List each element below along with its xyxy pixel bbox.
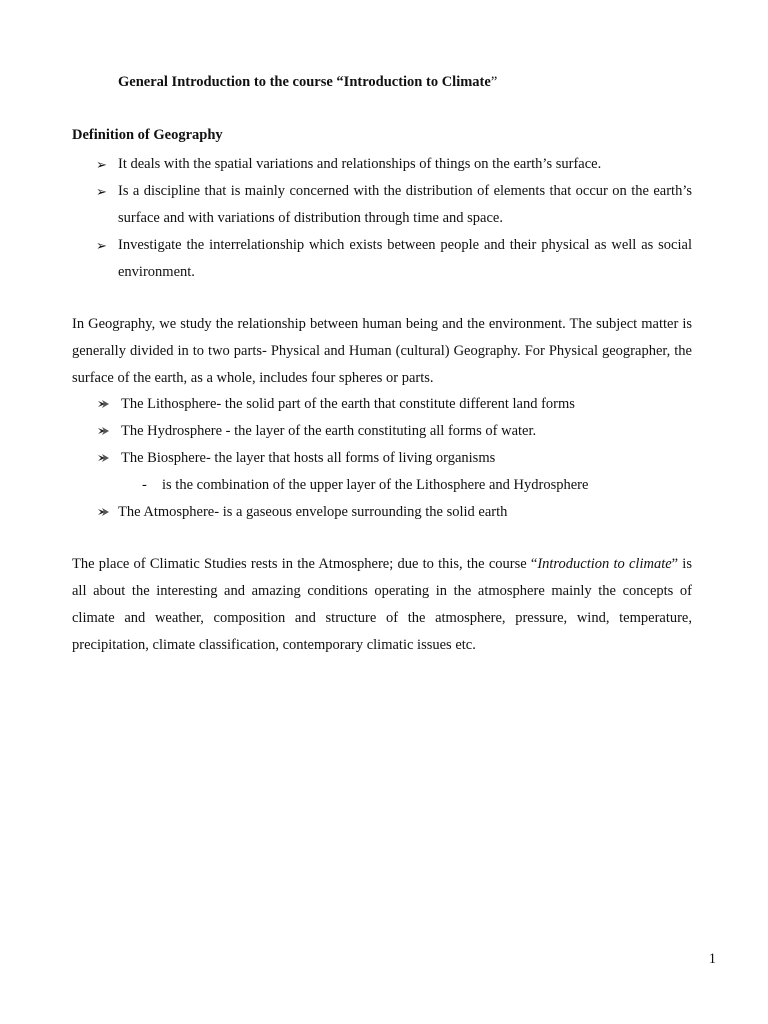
feather-arrow-bullet-icon [98, 399, 110, 409]
list-item [96, 391, 696, 418]
list-item [96, 445, 696, 472]
definition-bullet-text: Is a discipline that is mainly concerned with the distribution of elements that occur on the earth’s surface and with variations of distribution through time and space. [118, 183, 692, 226]
list-item [96, 472, 696, 499]
sphere-biosphere-text: The Biosphere- the layer that hosts all forms of living organisms [121, 450, 496, 466]
closing-paragraph [72, 551, 692, 659]
sphere-lithosphere-text: The Lithosphere- the solid part of the earth that constitute different land forms [121, 396, 575, 412]
list-item [96, 178, 692, 232]
closing-paragraph-end: ” is all about the interesting and amazing conditions operating in the atmosphere mainly the concepts of climate and weather, composition and structure of the atmosphere, pressure, wind, temperature, precipitation, climate classification, contemporary climatic issues etc. [72, 556, 692, 653]
definition-bullet-text: Investigate the interrelationship which exists between people and their physical as well as social environment. [118, 237, 692, 280]
arrowhead-bullet-icon: ➢ [96, 184, 107, 199]
closing-paragraph-start: The place of Climatic Studies rests in the Atmosphere; due to this, the course “ [72, 556, 538, 572]
arrowhead-bullet-icon: ➢ [96, 238, 107, 253]
feather-arrow-bullet-icon [98, 453, 110, 463]
definition-bullet-text: It deals with the spatial variations and relationships of things on the earth’s surface. [118, 156, 602, 172]
sphere-atmosphere-text: The Atmosphere- is a gaseous envelope surrounding the solid earth [118, 504, 508, 520]
list-item [96, 418, 696, 445]
feather-arrow-bullet-icon [98, 426, 110, 436]
arrowhead-bullet-icon: ➢ [96, 157, 107, 172]
section-heading-definition: Definition of Geography [72, 127, 223, 143]
title-main: General Introduction to the course “Introduction to Climate [118, 74, 491, 90]
title-closing-quote: ” [490, 74, 498, 90]
course-name-italic: Introduction to climate [537, 556, 672, 572]
document-title [118, 74, 497, 91]
spheres-list [96, 391, 696, 526]
dash-bullet: - [142, 477, 147, 493]
page-number: 1 [708, 951, 716, 967]
sphere-hydrosphere-text: The Hydrosphere - the layer of the earth constituting all forms of water. [121, 423, 537, 439]
feather-arrow-bullet-icon [98, 507, 110, 517]
intro-paragraph: In Geography, we study the relationship between human being and the environment. The subject matter is generally divided in to two parts- Physical and Human (cultural) Geography. For Physical geographer, the surface of the earth, as a whole, includes four spheres or parts. [72, 316, 692, 386]
definition-bullet-list [96, 151, 692, 286]
list-item [96, 232, 692, 286]
sphere-biosphere-sub-text: is the combination of the upper layer of the Lithosphere and Hydrosphere [162, 477, 589, 493]
list-item [96, 151, 692, 178]
list-item [96, 499, 696, 526]
